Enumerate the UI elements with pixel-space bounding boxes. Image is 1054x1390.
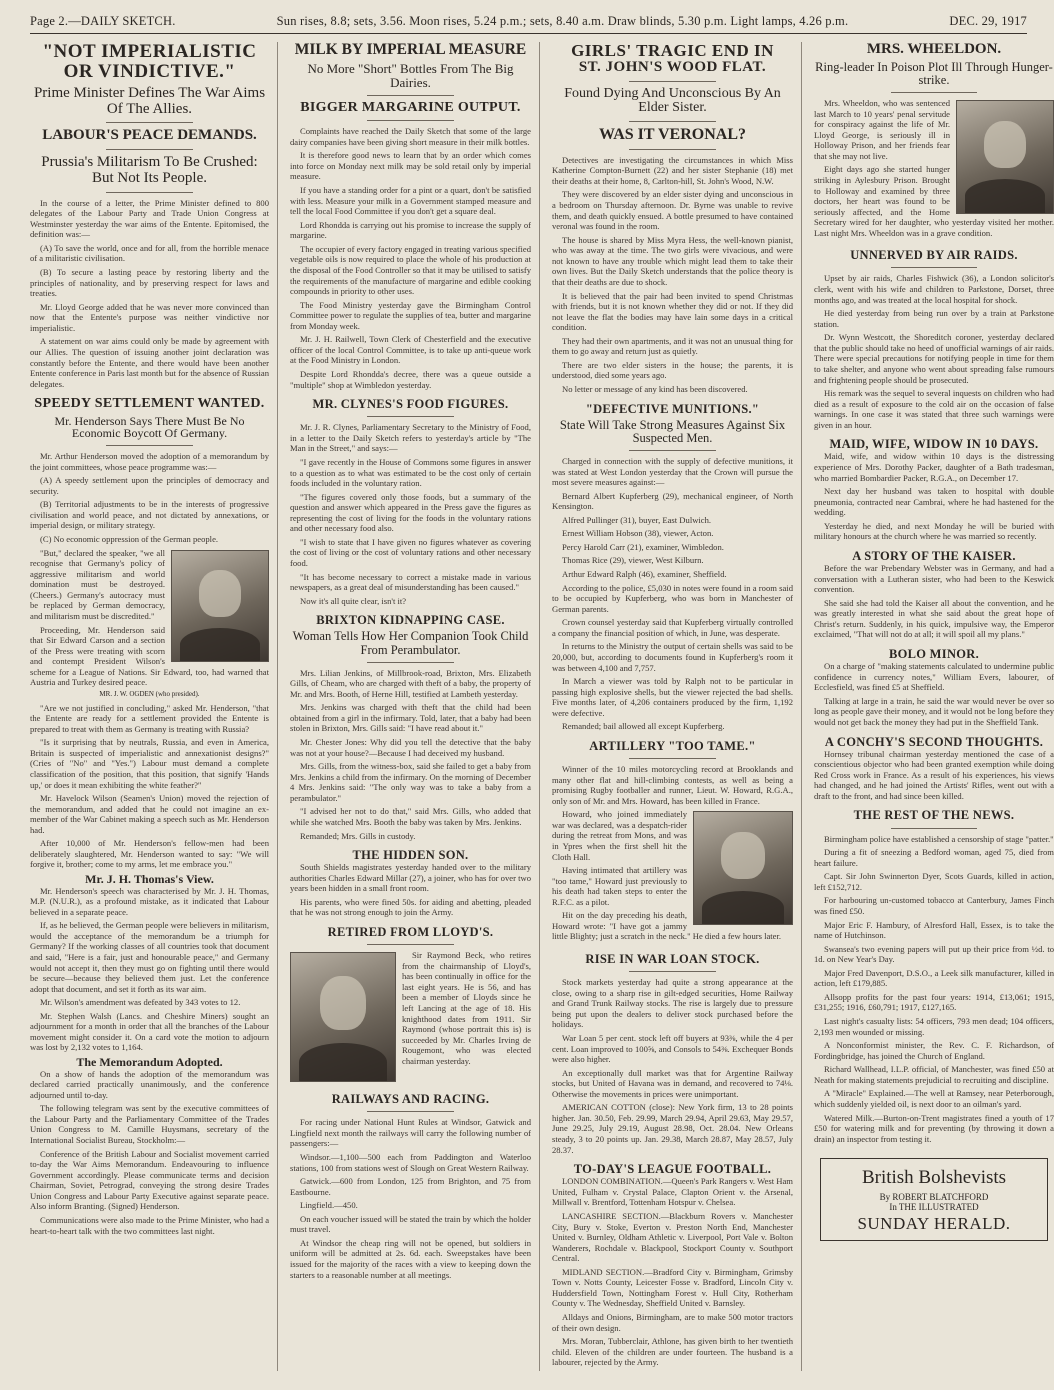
- article-text: Before the war Prebendary Webster was in Germany, and had a conversation with a Lutheran sister, who had been to the Keswick convention.: [814, 563, 1054, 595]
- article-text: LANCASHIRE SECTION.—Blackburn Rovers v. Manchester City, Bury v. Stoke, Everton v. Preston North End, Manchester United v. Burnley, Oldham Athletic v. Liverpool, Port Vale v. Bolton Wanderers, Rochdale v. Blackpool, Stockport County v. Southport Central.: [552, 1210, 793, 1264]
- article-text: Stock markets yesterday had quite a strong appearance at the close, owing to a sharp rise in gilt-edged securities, Home Railway and Grand Trunk Railway stocks. The rise is largely due to pressure being put upon the dealers to deliver stock purchased before the holidays.: [552, 977, 793, 1030]
- article-text: Percy Harold Carr (21), examiner, Wimbledon.: [562, 541, 724, 552]
- column-4: [814, 42, 1054, 1371]
- article-text: MIDLAND SECTION.—Bradford City v. Birmingham, Grimsby Town v. Notts County, Leicester Fosse v. Bradford, Lincoln City v. Huddersfield Town, Nottingham Forest v. Hull City, Rotherham County v. The Wednesday, Sheffield United v. Barnsley.: [552, 1266, 793, 1309]
- article-text: Sir Raymond Beck, who retires from the chairmanship of Lloyd's, has been continually in office for the last eight years. He is 56, and has been a member of Lloyds since he left Lancing at the age of 18. His knighthood dates from 1911. Sir Raymond (whose portrait this is) is succeeded by Mr. Charles Irving de Rougemont, who was elected chairman yesterday.: [402, 950, 531, 1066]
- article-text: Mr. Henderson's speech was characterised by Mr. J. H. Thomas, M.P. (N.U.R.), as a profound mistake, as it indicated that Labour believed in a separate peace.: [30, 885, 269, 917]
- article-text: Eight days ago she started hunger striking in Aylesbury Prison. Brought to Holloway and examined by three doctors, her heart was found to be seriously affected, and the Home Secretary wired for her daughter, who yesterday visited her mother. Last night Mrs. Wheeldon was in a grave condition.: [814, 164, 1054, 238]
- article-text: Last night's casualty lists: 54 officers, 793 men dead; 104 officers, 2,193 men wounded or missing.: [814, 1016, 1054, 1037]
- article-text: In the course of a letter, the Prime Minister defined to 800 delegates of the Labour Party and Trade Union Congress at Westminster yesterday the war aims of the Entente. Epitomised, the definition was:—: [30, 197, 269, 240]
- article-text: The Food Ministry yesterday gave the Birmingham Control Committee power to regulate the supplies of tea, butter and margarine from Monday week.: [290, 299, 531, 331]
- column-2: [290, 42, 540, 1371]
- headline-labour-peace: LABOUR'S PEACE DEMANDS.: [42, 127, 257, 144]
- article-text: Allsopp profits for the past four years: 1914, £13,061; 1915, £31,255; 1916, £60,791; 1917, £127,165.: [814, 991, 1054, 1013]
- article-text: Mr. J. R. Clynes, Parliamentary Secretary to the Ministry of Food, in a letter to the Daily Sketch refers to yesterday's article by "The Man in the Street," and says:—: [290, 422, 531, 454]
- masthead: [30, 14, 1027, 34]
- article-text: Mrs. Lilian Jenkins, of Millbrook-road, Brixton, Mrs. Elizabeth Gills, of Cheam, who are charged with theft of a baby, the property of Mr. and Mrs. Booth, of Herne Hill, testified at Lambeth yesterday.: [290, 667, 531, 699]
- article-text: AMERICAN COTTON (close): New York firm, 13 to 28 points higher. Jan. 30.50, Feb. 29.99, March 29.94, April 29.63, May 29.57, June 29.25, July 29.19, August 28.98, Oct. 28.04. New Orleans steady, 3 to 20 points up. Jan. 29.38, March 28.87, May 28.57, July 28.37.: [552, 1102, 793, 1155]
- article-text: After 10,000 of Mr. Henderson's fellow-men had been deliberately slaughtered, Mr. Henderson wanted to say: "We will forgive it, brother; come to my arms, let me embrace you.": [30, 838, 269, 870]
- article-text: If, as he believed, the German people were believers in militarism, would the acceptance of the memorandum be a triumph for Germany? If the working classes of all countries took that document and said, "Here is a fair, just and honourable peace," and Germany would not accept it, then they must go on fighting until there would be secure—because they believed them just. Let the conference adopt that document, and set it forth as its war aim.: [30, 920, 269, 994]
- ad-in-line: In THE ILLUSTRATED: [889, 1202, 979, 1213]
- ad-byline: By ROBERT BLATCHFORD: [879, 1192, 989, 1203]
- article-text: (A) To save the world, once and for all, from the horrible menace of a militaristic civilisation.: [30, 242, 269, 264]
- divider: [629, 149, 716, 150]
- portrait-photo-howard: [693, 811, 793, 925]
- divider: [367, 120, 454, 121]
- article-text: Talking at large in a train, he said the war would never be over so long as people gave their money, and it would not be long before they would not get back the money they had put in the Sheffield Tank.: [814, 695, 1054, 727]
- headline-wheeldon: MRS. WHEELDON.: [866, 41, 1002, 57]
- article-text: Arthur Edward Ralph (46), examiner, Sheffield.: [562, 569, 727, 580]
- article-text: His parents, who were fined 50s. for aiding and abetting, pleaded that he was not strong enough to join the Army.: [290, 896, 531, 918]
- article-text: According to the police, £5,030 in notes were found in a room said to be occupied by Kupferberg, who was born in Manchester of German parents.: [552, 582, 793, 614]
- article-text: They were discovered by an elder sister dying and unconscious in a bedroom on Thursday afternoon. Dr. Byrne was unable to revive them, and death quickly ensued. A bottle presumed to have contained veronal was found in the room.: [552, 189, 793, 232]
- headline-girls-tragic-2: ST. JOHN'S WOOD FLAT.: [578, 58, 767, 75]
- article-text: The occupier of every factory engaged in treating various specified vegetable oils is now required to place the whole of his production at the disposal of the Food Controller so that it may be utilised to satisfy the requirements of the manufacture of margarine and edible cooking compounds in priority to other uses.: [290, 243, 531, 297]
- article-text: A Nonconformist minister, the Rev. C. F. Richardson, of Fordingbridge, has joined the Church of England.: [814, 1040, 1054, 1061]
- article-text: She said she had told the Kaiser all about the convention, and he was greatly interested in what she said about the great hope of Christ's return. Suddenly, in his quick, impulsive way, the Emperor exclaimed, "That will not do at all; it will spoil all my plans.": [814, 597, 1054, 640]
- article-text: Lingfield.—450.: [300, 1200, 358, 1211]
- headline-kaiser: A STORY OF THE KAISER.: [852, 548, 1016, 563]
- article-text: War Loan 5 per cent. stock left off buyers at 93⅜, while the 4 per cent. Loan improved to 100⅝, and Consols to 54⅜. Exchequer Bonds were also higher.: [552, 1032, 793, 1065]
- article-text: Howard, who joined immediately war was declared, was a despatch-rider during the retreat from Mons, and was in Ypres when the first shell hit the Cloth Hall.: [552, 809, 687, 862]
- article-text: Winner of the 10 miles motorcycling record at Brooklands and many other flat and hill-climbing contests, as well as being a promising Rugby footballer and runner, Lieut. W. Howard, R.G.A., only son of Mr. and Mrs. Howard, has been killed in France.: [552, 764, 793, 806]
- article-text: South Shields magistrates yesterday handed over to the military authorities Charles Edward Millar (27), a joiner, who has for over two years been hidden in a small front room.: [290, 862, 531, 894]
- divider: [106, 149, 192, 150]
- article-text: Mrs. Jenkins was charged with theft that the child had been obtained from a girl in the infirmary. Told, later, that a baby had been stolen in Brixton, Mrs. Gills said: "I have read about it.": [290, 702, 531, 734]
- divider: [367, 1111, 454, 1112]
- portrait-photo-wheeldon: [956, 100, 1054, 214]
- article-text: Watered Milk.—Burton-on-Trent magistrates fined a youth of 17 £50 for watering milk and for preventing (by throwing it down a drain) an inspector from testing it.: [814, 1112, 1054, 1144]
- article-text: Major Eric F. Hambury, of Alresford Hall, Essex, is to take the name of Hutchinson.: [814, 919, 1054, 941]
- headline-maid-wife-widow: MAID, WIFE, WIDOW IN 10 DAYS.: [829, 437, 1039, 452]
- subhead-war-aims: Prime Minister Defines The War Aims Of The Allies.: [33, 84, 266, 117]
- article-text: "Is it surprising that by neutrals, Russia, and even in America, Britain is suspected of imperialistic and annexationist designs?" (Cries of "No" and "Yes.") Labour must demand a complete classification of the position, that this position, that signify 'Hands up,' or does it mean exhibiting the white feather?": [30, 737, 269, 790]
- advertisement-box: [820, 1158, 1048, 1241]
- headline-air-raids: UNNERVED BY AIR RAIDS.: [850, 248, 1018, 263]
- article-text: Mr. Havelock Wilson (Seamen's Union) moved the rejection of the memorandum, and added that he could not imagine an ex-member of the War Cabinet making a speech such as Mr. Henderson had.: [30, 793, 269, 835]
- divider: [891, 267, 977, 268]
- headline-veronal: WAS IT VERONAL?: [598, 125, 746, 143]
- column-3: [552, 42, 802, 1371]
- divider: [106, 445, 192, 446]
- article-text: Yesterday he died, and next Monday he will be buried with military honours at the church where he was married so recently.: [814, 520, 1054, 542]
- article-text: Remanded; Mrs. Gills in custody.: [300, 830, 416, 841]
- article-text: "But," declared the speaker, "we all recognise that Germany's policy of aggressive militarism and world domination must be destroyed. (Cheers.) Germany's autocracy must be replaced by German democracy, and militarism must be discredited.": [30, 547, 165, 621]
- divider: [106, 192, 192, 193]
- headline-artillery: ARTILLERY "TOO TAME.": [589, 738, 756, 753]
- article-text: Next day her husband was taken to hospital with double pneumonia, contracted near Cambrai, where he had hastened for the wedding.: [814, 486, 1054, 518]
- headline-bolo-minor: BOLO MINOR.: [888, 647, 980, 661]
- portrait-photo-beck: [290, 952, 396, 1082]
- ad-paper-name: SUNDAY HERALD.: [857, 1214, 1011, 1234]
- article-text: Thomas Rice (29), viewer, West Kilburn.: [562, 555, 704, 566]
- article-text: Despite Lord Rhondda's decree, there was a queue outside a "multiple" shop at Wimbledon yesterday.: [290, 369, 531, 390]
- headline-imperialistic-2: OR VINDICTIVE.": [63, 60, 236, 82]
- ad-title: British Bolshevists: [861, 1167, 1007, 1189]
- headline-railways-racing: RAILWAYS AND RACING.: [331, 1092, 490, 1107]
- article-text: Conference of the British Labour and Socialist movement carried to-day the War Aims Memorandum. Endeavouring to influence Government accordingly. Please communicate terms and decision Chairman, Soviet, Petrograd, conveying the strong desire Trades Union Congress and Labour Party Executive against separate peace. Also inform Branting. (Signed) Henderson.: [30, 1148, 269, 1212]
- article-text: Gatwick.—600 from London, 125 from Brighton, and 75 from Eastbourne.: [290, 1176, 531, 1197]
- article-text: Crown counsel yesterday said that Kupferberg virtually controlled a company the financial position of which, in June, was desperate.: [552, 617, 793, 638]
- divider: [629, 971, 716, 972]
- article-text: Alfred Pullinger (31), buyer, East Dulwich.: [562, 514, 712, 525]
- headline-milk: MILK BY IMPERIAL MEASURE: [294, 41, 527, 58]
- headline-imperialistic-1: "NOT IMPERIALISTIC: [42, 41, 257, 62]
- article-text: Mrs. Moran, Tubberclair, Athlone, has given birth to her twentieth child. Eleven of the children are under fourteen. The husband is a labourer, rejected by the Army.: [552, 1336, 793, 1368]
- article-text: For harbouring un-customed tobacco at Canterbury, James Finch was fined £50.: [814, 895, 1054, 916]
- divider: [629, 450, 716, 451]
- column-1: [30, 42, 278, 1371]
- article-text: A statement on war aims could only be made by agreement with our Allies. The question of issuing another joint declaration was constantly before the Entente, and there would have been another Entente conference in Paris last month but for the absence of Russian delegates.: [30, 336, 269, 389]
- article-text: Mr. Stephen Walsh (Lancs. and Cheshire Miners) sought an adjournment for a month in order that all the branches of the Labour movement might consider it. On a card vote the motion to adjourn was lost by 2,132 votes to 1,164.: [30, 1010, 269, 1053]
- article-text: "Are we not justified in concluding," asked Mr. Henderson, "that the Entente are ready for a settlement provided the Entente is prepared to treat with them as Germany is treating with Russia?: [30, 702, 269, 734]
- subhead-hunger-strike: Ring-leader In Poison Plot Ill Through Hunger-strike.: [815, 59, 1053, 87]
- article-text: (A) A speedy settlement upon the principles of democracy and security.: [30, 475, 269, 496]
- article-text: "The figures covered only those foods, but a summary of the question and answer which appeared in the Press gave the figures as representing the cost of living for the foods in the voluntary rations and other necessary food also.: [290, 491, 531, 534]
- article-text: Proceeding, Mr. Henderson said that Sir Edward Carson and a section of the Press were treating with scorn and contempt President Wilson's scheme for a League of Nations. Sir Edward, too, had warned that Austria and Turkey desired peace.: [30, 624, 269, 688]
- divider: [629, 81, 716, 82]
- portrait-photo-ogden: [171, 550, 269, 662]
- article-text: Richard Wallhead, I.L.P. official, of Manchester, was fined £50 at Neath for making statements prejudicial to recruiting and discipline.: [814, 1064, 1054, 1085]
- almanac-line: Sun rises, 8.8; sets, 3.56. Moon rises, 5.24 p.m.; sets, 8.40 a.m. Draw blinds, 5.30 p.m. Light lamps, 4.26 p.m.: [276, 14, 849, 28]
- article-text: "I wish to state that I have given no figures whatever as covering the cost of living or the cost of voluntary rations and other necessary food.: [290, 536, 531, 569]
- headline-speedy-settlement: SPEEDY SETTLEMENT WANTED.: [34, 396, 265, 412]
- article-text: LONDON COMBINATION.—Queen's Park Rangers v. West Ham United, Fulham v. Crystal Palace, Clapton Orient v. the Arsenal, Millwall v. Brentford, Tottenham Hotspur v. Chelsea.: [552, 1176, 793, 1208]
- article-text: Lord Rhondda is carrying out his promise to increase the supply of margarine.: [290, 219, 531, 241]
- subhead-memorandum: The Memorandum Adopted.: [76, 1055, 223, 1070]
- subhead-short-bottles: No More "Short" Bottles From The Big Dairies.: [307, 61, 514, 90]
- article-text: Mrs. Wheeldon, who was sentenced last March to 10 years' penal servitude for conspiracy against the life of Mr. Lloyd George, is seriously ill in Holloway Prison, and her friends fear that she may not live.: [814, 98, 950, 161]
- article-text: Hornsey tribunal chairman yesterday mentioned the case of a conscientious objector who had been granted exemption while doing Red Cross work in France. As a result of his experiences, his views had changed, and he had joined the Artists' Rifles, went out with a draft to the front, and had since been killed.: [814, 748, 1054, 801]
- article-text: The following telegram was sent by the executive committees of the Labour Party and the Parliamentary Committee of the Trades Union Congress to M. Camille Huysmans, secretary of the International Socialist Bureau, Stockholm:—: [30, 1103, 269, 1145]
- article-text: (B) To secure a lasting peace by restoring liberty and the principles of nationality, and by preserving respect for laws and treaties.: [30, 267, 269, 299]
- divider: [106, 122, 192, 123]
- subhead-henderson: Mr. Henderson Says There Must Be No Economic Boycott Of Germany.: [54, 413, 245, 441]
- article-text: For racing under National Hunt Rules at Windsor, Gatwick and Lingfield next month the railways will carry the following number of passengers:—: [290, 1117, 531, 1149]
- page-label: Page 2.—DAILY SKETCH.: [30, 14, 176, 28]
- article-text: They had their own apartments, and it was not an unusual thing for them to go away and return just as quietly.: [552, 335, 793, 357]
- subhead-found-dying: Found Dying And Unconscious By An Elder Sister.: [564, 85, 781, 116]
- article-text: The house is shared by Miss Myra Hess, the well-known pianist, who was away at the time. The two girls were vivacious, and were not known to have any trouble which might lead them to take their own lives. But the Daily Sketch understands that the police theory is that their deaths are due to shock.: [552, 234, 793, 287]
- article-text: Bernard Albert Kupferberg (29), mechanical engineer, of North Kensington.: [552, 490, 793, 512]
- columns: [30, 41, 1054, 1368]
- divider: [891, 828, 977, 829]
- article-text: During a fit of sneezing a Bedford woman, aged 75, died from heart failure.: [814, 847, 1054, 868]
- divider: [367, 95, 454, 96]
- article-text: Alldays and Onions, Birmingham, are to make 500 motor tractors of their own design.: [552, 1312, 793, 1333]
- article-text: It is therefore good news to learn that by an order which comes into force on Monday next milk may be sold retail only by imperial measure.: [290, 150, 531, 182]
- article-text: An exceptionally dull market was that for Argentine Railway stocks, but United of Havana was in demand, and recovered to 74⅛. Otherwise the movements in prices were unimportant.: [552, 1067, 793, 1099]
- subhead-thomas: Mr. J. H. Thomas's View.: [85, 872, 214, 886]
- article-text: Charged in connection with the supply of defective munitions, it was stated at West London yesterday that the Crown will pursue the most severe measures against:—: [552, 455, 793, 488]
- divider: [629, 758, 716, 759]
- article-text: "I advised her not to do that," said Mrs. Gills, who added that while she watched Mrs. Booth the baby was taken by Mrs. Jenkins.: [290, 806, 531, 827]
- article-text: Upset by air raids, Charles Fishwick (36), a London solicitor's clerk, went with his wife and children to Parkstone, Dorset, three months ago, and was treated at the local hospital for shock.: [814, 273, 1054, 305]
- divider: [891, 92, 977, 93]
- headline-hidden-son: THE HIDDEN SON.: [352, 848, 469, 863]
- divider: [629, 121, 716, 122]
- article-text: Ernest William Hobson (38), viewer, Acton.: [562, 528, 714, 539]
- subhead-perambulator: Woman Tells How Her Companion Took Child From Perambulator.: [292, 629, 529, 657]
- article-text: Having intimated that artillery was "too tame," Howard just previously to his death had taken steps to enter the R.F.C. as a pilot.: [552, 865, 687, 907]
- article-text: Major Fred Davenport, D.S.O., a Leek silk manufacturer, killed in action, left £179,885.: [814, 967, 1054, 989]
- article-text: Detectives are investigating the circumstances in which Miss Katherine Compton-Burnett (22) and her sister Stephanie (18) met their deaths at their home, 8, Carlton-hill, St. John's Wood, N.W.: [552, 154, 793, 186]
- article-text: Swansea's two evening papers will put up their price from ½d. to 1d. on New Year's Day.: [814, 943, 1054, 965]
- article-text: Now it's all quite clear, isn't it?: [300, 595, 407, 606]
- divider: [367, 662, 454, 663]
- article-text: Communications were also made to the Prime Minister, who had a heart-to-heart talk with the two committees last night.: [30, 1214, 270, 1236]
- article-text: On a charge of "making statements calculated to undermine public confidence in currency notes," William Evers, labourer, of Ecclesfield, was fined £5 at Sheffield.: [814, 661, 1054, 693]
- headline-margarine: BIGGER MARGARINE OUTPUT.: [300, 99, 521, 115]
- article-text: (B) Territorial adjustments to be in the interests of progressive civilisation and world peace, and not dictated by annexations, or imperial design, or military strategy.: [30, 499, 269, 531]
- divider: [367, 944, 454, 945]
- headline-clynes: MR. CLYNES'S FOOD FIGURES.: [312, 397, 509, 412]
- article-text: Mr. J. H. Railwell, Town Clerk of Chesterfield and the executive officer of the local Control Committee, is to take up anti-queue work at the Food Ministry in London.: [290, 334, 531, 366]
- article-text: Birmingham police have established a censorship of stage "patter.": [824, 833, 1054, 844]
- article-text: If you have a standing order for a pint or a quart, don't be satisfied with less. Measure your milk in a Government stamped measure and tell the local Food Committee if you don't get a square deal.: [290, 185, 531, 217]
- article-text: (C) No economic oppression of the German people.: [40, 534, 219, 544]
- article-text: Remanded; bail allowed all except Kupferberg.: [562, 721, 725, 732]
- headline-rest-of-news: THE REST OF THE NEWS.: [853, 808, 1015, 823]
- article-text: Capt. Sir John Swinnerton Dyer, Scots Guards, killed in action, left £152,712.: [814, 871, 1054, 892]
- article-text: On a show of hands the adoption of the memorandum was declared carried practically unanimously, and the conference adjourned until to-day.: [30, 1068, 269, 1100]
- article-text: Windsor.—1,100—500 each from Paddington and Waterloo stations, 100 from stations west of Slough on Great Western Railway.: [290, 1151, 531, 1173]
- headline-lloyds: RETIRED FROM LLOYD'S.: [327, 925, 494, 940]
- article-text: In returns to the Ministry the output of certain shells was said to be 20,000, but, according to documents found in Kupferberg's room it was between 4,100 and 7,757.: [552, 641, 793, 673]
- article-text: "It has become necessary to correct a mistake made in various newspapers, as a great deal of misunderstanding has been caused.": [290, 571, 531, 593]
- headline-girls-tragic-1: GIRLS' TRAGIC END IN: [571, 41, 774, 60]
- headline-brixton: BRIXTON KIDNAPPING CASE.: [316, 613, 505, 628]
- article-text: Dr. Wynn Westcott, the Shoreditch coroner, yesterday declared that the public should take no heed of unofficial warnings of air raids. There were special precautions for notifying people in time for them to take shelter, and anyone who went about spreading false rumours and frightening people should be prosecuted.: [814, 332, 1054, 385]
- article-text: He died yesterday from being run over by a train at Parkstone station.: [814, 308, 1054, 329]
- article-text: There are two elder sisters in the house; the parents, it is understood, died some years ago.: [552, 359, 793, 381]
- article-text: At Windsor the cheap ring will not be opened, but soldiers in uniform will be admitted at 2s. 6d. each. Sweepstakes have been issued for the majority of the races with a view to keeping down the starters to a reasonable number at all meetings.: [290, 1237, 531, 1280]
- article-text: Mr. Wilson's amendment was defeated by 343 votes to 12.: [40, 997, 241, 1008]
- article-text: Mr. Arthur Henderson moved the adoption of a memorandum by the joint committees, whose peace programme was:—: [30, 451, 269, 472]
- headline-war-loan: RISE IN WAR LOAN STOCK.: [585, 952, 760, 967]
- subhead-suspected-men: State Will Take Strong Measures Against Six Suspected Men.: [559, 417, 786, 445]
- photo-caption: MR. J. W. OGDEN (who presided).: [99, 689, 200, 698]
- article-text: Complaints have reached the Daily Sketch that some of the large dairy companies have been giving short measure in their milk bottles.: [290, 126, 531, 147]
- article-text: No letter or message of any kind has been discovered.: [562, 384, 748, 395]
- article-text: In March a viewer was told by Ralph not to be particular in passing high explosive shells, but the viewer rejected the bad shells. Five months later, of 4,206 containers produced by the firm, 1,192 were defective.: [552, 676, 793, 718]
- article-text: Mr. Chester Jones: Why did you tell the detective that the baby was not at your house?—Because I had deceived my husband.: [290, 737, 531, 758]
- article-text: Mrs. Gills, from the witness-box, said she failed to get a baby from Mrs. Jenkins a child from the infirmary. On the morning of December 4 Mrs. Jenkins said: "The only way was to take a baby from a perambulator.": [290, 761, 531, 803]
- article-text: It is believed that the pair had been invited to spend Christmas with friends, but it is not known whether they did or not. If they did not leave the flat the bodies may have lain some days in a critical condition.: [552, 290, 793, 333]
- subhead-prussia: Prussia's Militarism To Be Crushed: But Not Its People.: [41, 154, 258, 186]
- article-text: Maid, wife, and widow within 10 days is the distressing experience of Mrs. Dorothy Packer, daughter of a Bath tradesman, who married Bombardier Packer, R.G.A., on December 17.: [814, 451, 1054, 483]
- headline-league-football: TO-DAY'S LEAGUE FOOTBALL.: [573, 1162, 772, 1177]
- article-text: "I gave recently in the House of Commons some figures in answer to a question as to what was estimated to be the cost only of certain foods included in the voluntary ration.: [290, 456, 531, 489]
- headline-munitions: "DEFECTIVE MUNITIONS.": [585, 401, 760, 416]
- article-text: Hit on the day preceding his death, Howard wrote: "I have got a jammy little Blighty; just a scratch in the neck." He died a few hours later.: [552, 910, 782, 942]
- headline-conchy: A CONCHY'S SECOND THOUGHTS.: [824, 734, 1044, 749]
- article-text: A "Miracle" Explained.—The well at Ramsey, near Peterborough, which suddenly yielded oil, is next door to an oilman's yard.: [814, 1088, 1054, 1109]
- issue-date: DEC. 29, 1917: [949, 14, 1027, 28]
- article-text: On each voucher issued will be stated the train by which the holder must travel.: [290, 1213, 532, 1235]
- article-text: His remark was the sequel to several inquests on children who had died as a result of exposure to the cold air on the occasion of false warnings. In one case it was stated that three such warnings were given in an hour.: [814, 388, 1054, 430]
- divider: [367, 416, 454, 417]
- article-text: Mr. Lloyd George added that he was never more convinced than now that the Entente's purpose was neither vindictive nor imperialistic.: [30, 301, 269, 333]
